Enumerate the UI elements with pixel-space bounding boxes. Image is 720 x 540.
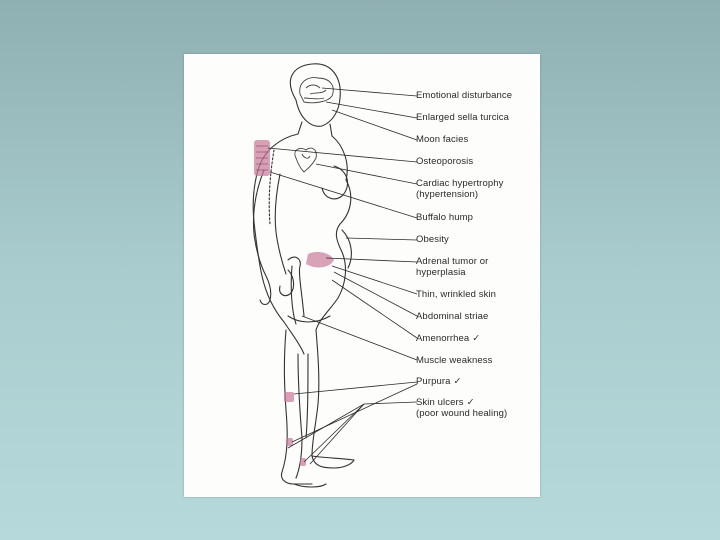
adrenal-highlight (306, 252, 334, 267)
leader-emotional (322, 88, 417, 96)
check-mark-icon: ✓ (453, 376, 462, 387)
check-mark-icon: ✓ (472, 333, 481, 344)
label-enlarged-sella-turcica: Enlarged sella turcica (416, 112, 510, 123)
leader-cardiac (316, 164, 417, 184)
leader-sella (326, 102, 417, 118)
label-thin-wrinkled-skin: Thin, wrinkled skin (416, 289, 497, 300)
leader-buffalo (270, 172, 417, 218)
purpura-mark-1 (284, 392, 294, 402)
leader-obesity (346, 238, 417, 240)
label-skin-ulcers: Skin ulcers ✓ (poor wound healing) (416, 397, 508, 419)
leader-ulcer-a (304, 404, 364, 462)
leader-moon (332, 110, 417, 140)
label-moon-facies: Moon facies (416, 134, 469, 145)
label-cardiac-hypertrophy: Cardiac hypertrophy (hypertension) (416, 178, 504, 200)
label-amenorrhea: Amenorrhea ✓ (416, 333, 481, 344)
label-obesity: Obesity (416, 234, 449, 245)
label-buffalo-hump: Buffalo hump (416, 212, 474, 223)
purpura-mark-2 (286, 438, 293, 446)
diagram-sheet (184, 54, 540, 497)
label-abdominal-striae: Abdominal striae (416, 311, 489, 322)
leader-adrenal (326, 258, 417, 262)
leader-ulcer-b (310, 404, 364, 464)
leader-muscle (302, 316, 417, 360)
label-purpura: Purpura ✓ (416, 376, 462, 387)
ulcer-mark (300, 458, 306, 466)
label-muscle-weakness: Muscle weakness (416, 355, 493, 366)
label-adrenal-tumor: Adrenal tumor or hyperplasia (416, 256, 489, 278)
label-emotional-disturbance: Emotional disturbance (416, 90, 513, 101)
check-mark-icon: ✓ (466, 397, 475, 408)
label-osteoporosis: Osteoporosis (416, 156, 474, 167)
